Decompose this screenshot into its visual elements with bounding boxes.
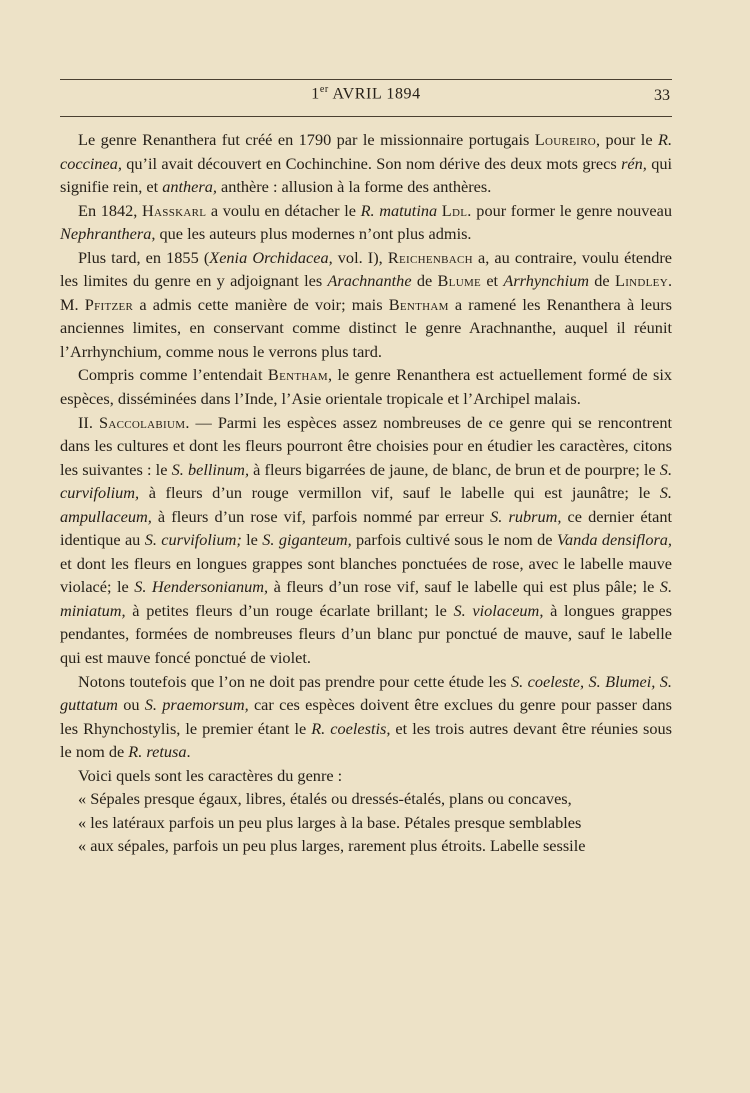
running-header xyxy=(60,79,672,117)
page-number: 33 xyxy=(654,87,670,104)
quote-line-3: « aux sépales, parfois un peu plus larges, rarement plus étroits. Labelle sessile xyxy=(78,836,586,856)
paragraph-renanthera-origin: Le genre Renanthera fut créé en 1790 par le missionnaire portugais Loureiro, pour le R. coccinea, qu’il avait découvert en Cochinchine. Son nom dérive des deux mots grecs rén, qui signifie rein, et anthera, anthère : allusion à la forme des anthères. xyxy=(60,130,673,197)
paragraph-reichenbach: Plus tard, en 1855 (Xenia Orchidacea, vol. I), Reichenbach a, au contraire, voulu étendre les limites du genre en y adjoignant les Arachnanthe de Blume et Arrhynchium de Lindley. M. Pfitzer a admis cette manière de voir; mais Bentham a ramené les Renanthera à leurs anciennes limites, en conservant comme distinct le genre Arachnanthe, auquel il réunit l’Arrhynchium, comme nous le verrons plus tard. xyxy=(60,247,673,361)
date-day: 1 xyxy=(311,85,320,103)
date-ordinal: er xyxy=(319,84,329,95)
paragraph-hasskarl: En 1842, Hasskarl a voulu en détacher le R. matutina Ldl. pour former le genre nouveau Nephranthera, que les auteurs plus modernes n’ont plus admis. xyxy=(60,200,673,244)
header-date xyxy=(60,84,672,103)
quote-line-1: « Sépales presque égaux, libres, étalés ou dressés-étalés, plans ou concaves, xyxy=(78,789,572,809)
paragraph-exclusions: Notons toutefois que l’on ne doit pas prendre pour cette étude les S. coeleste, S. Blumei, S. guttatum ou S. praemorsum, car ces espèces doivent être exclues du genre pour passer dans les Rhynchostylis, le premier étant le R. coelestis, et les trois autres devant être réunies sous le nom de R. retusa. xyxy=(60,671,673,762)
paragraph-bentham: Compris comme l’entendait Bentham, le genre Renanthera est actuellement formé de six espèces, disséminées dans l’Inde, l’Asie orientale tropicale et l’Archipel malais. xyxy=(60,365,672,409)
body-text xyxy=(60,128,672,858)
date-month-year: AVRIL 1894 xyxy=(328,85,421,103)
quote-line-2: « les latéraux parfois un peu plus larges à la base. Pétales presque semblables xyxy=(78,812,582,832)
paragraph-characters-intro: Voici quels sont les caractères du genre : xyxy=(78,765,343,785)
paragraph-saccolabium: II. Saccolabium. — Parmi les espèces assez nombreuses de ce genre qui se rencontrent dans les cultures et dont les fleurs pourront être choisies pour en étudier les caractères, citons les suivantes : le S. bellinum, à fleurs bigarrées de jaune, de blanc, de brun et de pourpre; le S. curvifolium, à fleurs d’un rouge vermillon vif, sauf le labelle qui est jaunâtre; le S. ampullaceum, à fleurs d’un rose vif, parfois nommé par erreur S. rubrum, ce dernier étant identique au S. curvifolium; le S. giganteum, parfois cultivé sous le nom de Vanda densiflora, et dont les fleurs en longues grappes sont blanches ponctuées de rose, avec le labelle mauve violacé; le S. Hendersonianum, à fleurs d’un rose vif, sauf le labelle qui est plus pâle; le S. miniatum, à petites fleurs d’un rouge écarlate brillant; le S. violaceum, à longues grappes pendantes, formées de nombreuses fleurs d’un blanc pur ponctué de mauve, sauf le labelle qui est mauve foncé ponctué de violet. xyxy=(60,412,673,668)
